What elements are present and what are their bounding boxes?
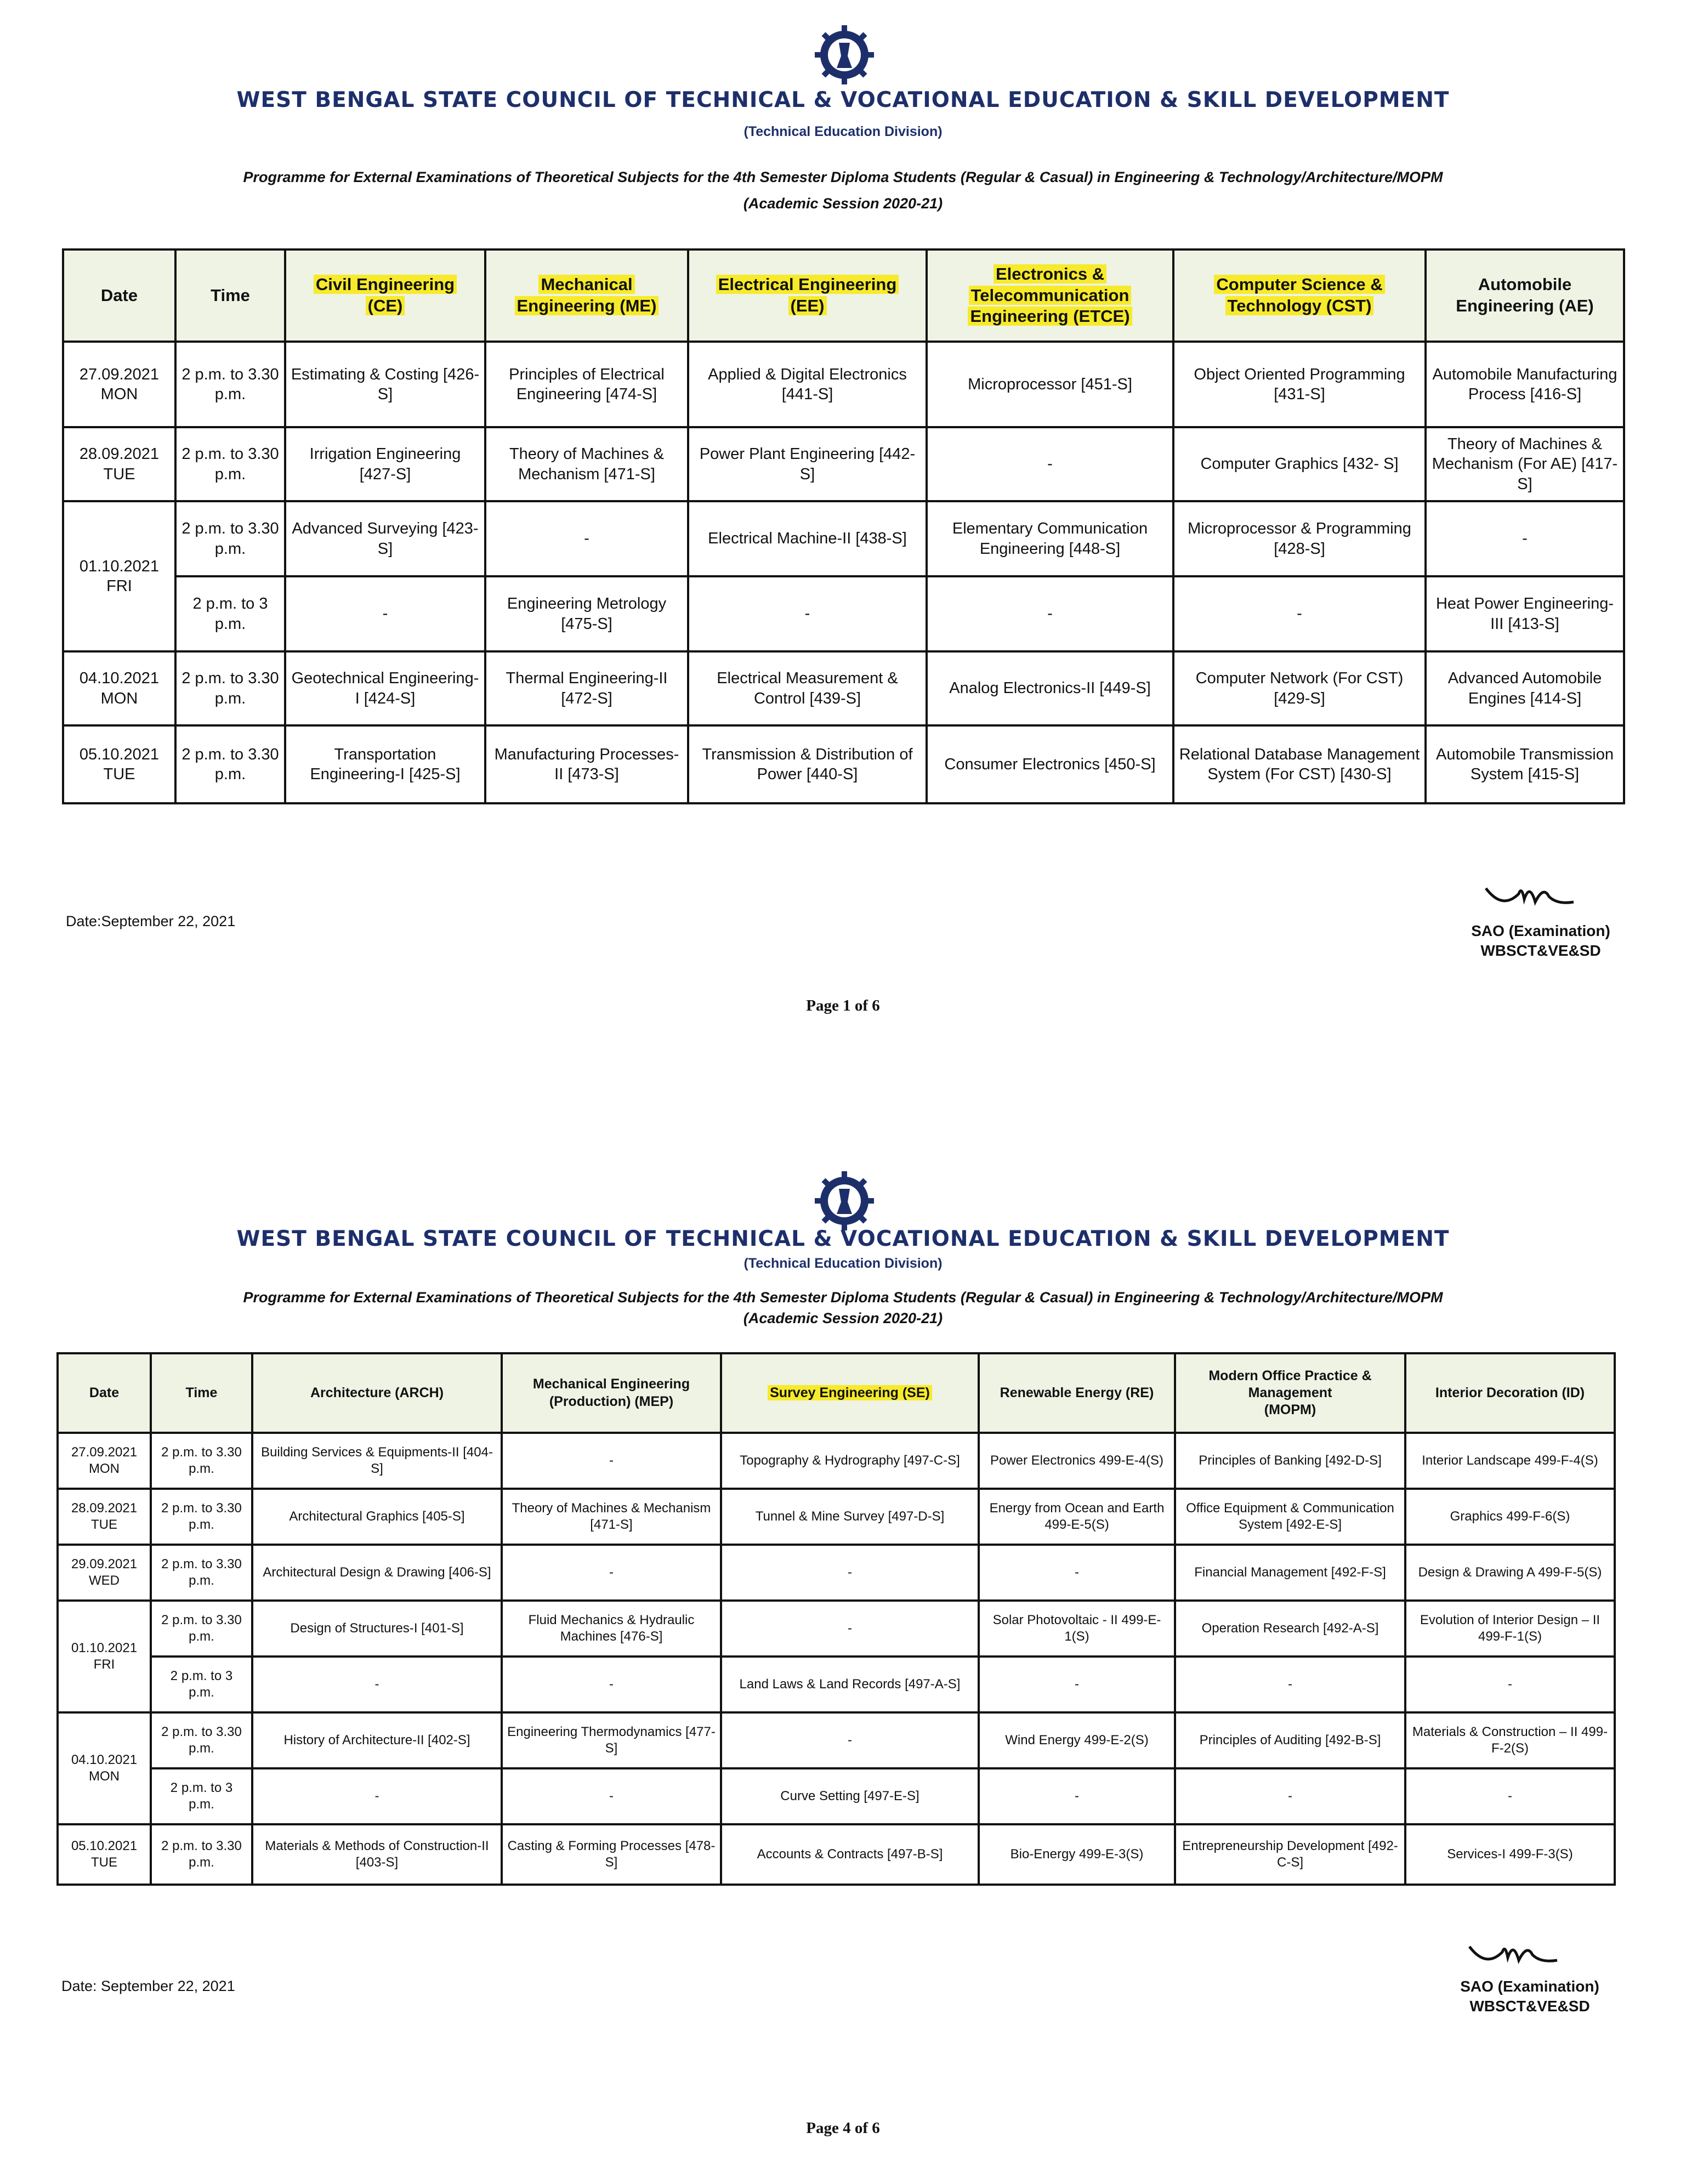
- time-cell: 2 p.m. to 3 p.m.: [175, 576, 285, 651]
- subject-cell: Relational Database Management System (For CST) [430-S]: [1173, 725, 1426, 803]
- subject-cell: -: [688, 576, 927, 651]
- session-label: (Academic Session 2020-21): [743, 1310, 943, 1326]
- subject-cell: Curve Setting [497-E-S]: [721, 1768, 979, 1824]
- subject-cell: -: [979, 1545, 1175, 1601]
- subject-cell: Principles of Banking [492-D-S]: [1175, 1433, 1405, 1489]
- subject-cell: Automobile Transmission System [415-S]: [1426, 725, 1624, 803]
- subject-cell: -: [502, 1545, 721, 1601]
- division-label: (Technical Education Division): [743, 124, 943, 139]
- header-cst: Computer Science & Technology (CST): [1173, 249, 1426, 342]
- subject-cell: Electrical Measurement & Control [439-S]: [688, 651, 927, 725]
- subject-cell: Thermal Engineering-II [472-S]: [485, 651, 688, 725]
- table-row: [63, 427, 1624, 501]
- subject-cell: Power Plant Engineering [442-S]: [688, 427, 927, 501]
- time-cell: 2 p.m. to 3.30 p.m.: [151, 1433, 252, 1489]
- time-cell: 2 p.m. to 3.30 p.m.: [151, 1545, 252, 1601]
- organization-title: WEST BENGAL STATE COUNCIL OF TECHNICAL & VOCATIONAL EDUCATION & SKILL DEVELOPMENT: [236, 88, 1450, 112]
- subject-cell: Theory of Machines & Mechanism (For AE) [417-S]: [1426, 427, 1624, 501]
- header-re: Renewable Energy (RE): [979, 1353, 1175, 1433]
- subject-cell: Office Equipment & Communication System [492-E-S]: [1175, 1489, 1405, 1545]
- table-row: [58, 1489, 1615, 1545]
- subject-cell: Materials & Methods of Construction-II [403-S]: [252, 1824, 502, 1885]
- subject-cell: Power Electronics 499-E-4(S): [979, 1433, 1175, 1489]
- subject-cell: Elementary Communication Engineering [448-S]: [927, 501, 1173, 576]
- date-cell: 01.10.2021 FRI: [63, 501, 175, 651]
- subject-cell: -: [502, 1768, 721, 1824]
- subject-cell: -: [252, 1657, 502, 1712]
- subject-cell: Fluid Mechanics & Hydraulic Machines [476-S]: [502, 1601, 721, 1657]
- header-etce: Electronics & Telecommunication Engineering (ETCE): [927, 249, 1173, 342]
- header-time: Time: [151, 1353, 252, 1433]
- subject-cell: -: [485, 501, 688, 576]
- time-cell: 2 p.m. to 3.30 p.m.: [175, 427, 285, 501]
- subject-cell: -: [927, 576, 1173, 651]
- subject-cell: -: [721, 1545, 979, 1601]
- table-row: [63, 342, 1624, 427]
- subject-cell: -: [721, 1601, 979, 1657]
- table-row: [58, 1545, 1615, 1601]
- signatory-block: [1458, 921, 1623, 961]
- subject-cell: Geotechnical Engineering-I [424-S]: [285, 651, 485, 725]
- page-number: Page 4 of 6: [806, 2119, 880, 2137]
- header-me: Mechanical Engineering (ME): [485, 249, 688, 342]
- subject-cell: Design of Structures-I [401-S]: [252, 1601, 502, 1657]
- exam-schedule-table-page-2: [56, 1352, 1616, 1886]
- subject-cell: Object Oriented Programming [431-S]: [1173, 342, 1426, 427]
- header-se: Survey Engineering (SE): [721, 1353, 979, 1433]
- signature-icon: [1480, 872, 1579, 916]
- signatory-org: WBSCT&VE&SD: [1480, 942, 1601, 960]
- date-cell: 28.09.2021 TUE: [58, 1489, 151, 1545]
- subject-cell: Automobile Manufacturing Process [416-S]: [1426, 342, 1624, 427]
- subject-cell: Irrigation Engineering [427-S]: [285, 427, 485, 501]
- subject-cell: -: [1426, 501, 1624, 576]
- table-row: [58, 1657, 1615, 1712]
- subject-cell: Computer Network (For CST) [429-S]: [1173, 651, 1426, 725]
- time-cell: 2 p.m. to 3.30 p.m.: [175, 725, 285, 803]
- header-date: Date: [63, 249, 175, 342]
- subject-cell: Microprocessor & Programming [428-S]: [1173, 501, 1426, 576]
- signatory-block: [1447, 1977, 1612, 2017]
- table-row: [58, 1601, 1615, 1657]
- signatory-title: SAO (Examination): [1460, 1978, 1599, 1995]
- subject-cell: Theory of Machines & Mechanism [471-S]: [502, 1489, 721, 1545]
- subject-cell: Principles of Auditing [492-B-S]: [1175, 1712, 1405, 1768]
- subject-cell: -: [1405, 1657, 1615, 1712]
- division-label: (Technical Education Division): [743, 1256, 943, 1271]
- subject-cell: Electrical Machine-II [438-S]: [688, 501, 927, 576]
- subject-cell: Applied & Digital Electronics [441-S]: [688, 342, 927, 427]
- subject-cell: Theory of Machines & Mechanism [471-S]: [485, 427, 688, 501]
- programme-title: Programme for External Examinations of Theoretical Subjects for the 4th Semester Diploma Students (Regular & Casual) in Engineering & Technology/Architecture/MOPM: [243, 169, 1443, 185]
- header-id: Interior Decoration (ID): [1405, 1353, 1615, 1433]
- time-cell: 2 p.m. to 3.30 p.m.: [151, 1601, 252, 1657]
- time-cell: 2 p.m. to 3.30 p.m.: [175, 501, 285, 576]
- subject-cell: Evolution of Interior Design – II 499-F-1(S): [1405, 1601, 1615, 1657]
- table-row: [58, 1433, 1615, 1489]
- subject-cell: Architectural Graphics [405-S]: [252, 1489, 502, 1545]
- subject-cell: Solar Photovoltaic - II 499-E-1(S): [979, 1601, 1175, 1657]
- subject-cell: Financial Management [492-F-S]: [1175, 1545, 1405, 1601]
- subject-cell: -: [979, 1768, 1175, 1824]
- subject-cell: Tunnel & Mine Survey [497-D-S]: [721, 1489, 979, 1545]
- programme-title: Programme for External Examinations of Theoretical Subjects for the 4th Semester Diploma Students (Regular & Casual) in Engineering & Technology/Architecture/MOPM: [243, 1289, 1443, 1306]
- table-row: [58, 1824, 1615, 1885]
- table-row: [58, 1712, 1615, 1768]
- table-header-row: [58, 1353, 1615, 1433]
- footer-date: Date:September 22, 2021: [66, 913, 236, 929]
- subject-cell: Energy from Ocean and Earth 499-E-5(S): [979, 1489, 1175, 1545]
- table-row: [63, 576, 1624, 651]
- subject-cell: -: [979, 1657, 1175, 1712]
- subject-cell: -: [502, 1433, 721, 1489]
- organization-title: WEST BENGAL STATE COUNCIL OF TECHNICAL & VOCATIONAL EDUCATION & SKILL DEVELOPMENT: [236, 1227, 1450, 1251]
- date-cell: 04.10.2021 MON: [58, 1712, 151, 1824]
- subject-cell: -: [721, 1712, 979, 1768]
- subject-cell: Building Services & Equipments-II [404-S]: [252, 1433, 502, 1489]
- date-cell: 05.10.2021 TUE: [63, 725, 175, 803]
- subject-cell: Services-I 499-F-3(S): [1405, 1824, 1615, 1885]
- time-cell: 2 p.m. to 3.30 p.m.: [151, 1712, 252, 1768]
- subject-cell: Advanced Automobile Engines [414-S]: [1426, 651, 1624, 725]
- time-cell: 2 p.m. to 3.30 p.m.: [151, 1824, 252, 1885]
- subject-cell: Topography & Hydrography [497-C-S]: [721, 1433, 979, 1489]
- subject-cell: Bio-Energy 499-E-3(S): [979, 1824, 1175, 1885]
- subject-cell: Principles of Electrical Engineering [474-S]: [485, 342, 688, 427]
- page-number: Page 1 of 6: [806, 997, 880, 1014]
- subject-cell: Engineering Thermodynamics [477-S]: [502, 1712, 721, 1768]
- subject-cell: Casting & Forming Processes [478-S]: [502, 1824, 721, 1885]
- table-header-row: [63, 249, 1624, 342]
- footer-date: Date: September 22, 2021: [61, 1978, 235, 1994]
- header-ae: Automobile Engineering (AE): [1426, 249, 1624, 342]
- subject-cell: Engineering Metrology [475-S]: [485, 576, 688, 651]
- subject-cell: Heat Power Engineering-III [413-S]: [1426, 576, 1624, 651]
- subject-cell: -: [1173, 576, 1426, 651]
- subject-cell: -: [1175, 1657, 1405, 1712]
- subject-cell: Graphics 499-F-6(S): [1405, 1489, 1615, 1545]
- page-1: [0, 0, 1686, 1086]
- subject-cell: -: [285, 576, 485, 651]
- date-cell: 29.09.2021 WED: [58, 1545, 151, 1601]
- date-cell: 27.09.2021 MON: [63, 342, 175, 427]
- date-cell: 27.09.2021 MON: [58, 1433, 151, 1489]
- subject-cell: Wind Energy 499-E-2(S): [979, 1712, 1175, 1768]
- council-logo-icon: [811, 22, 877, 88]
- signatory-org: WBSCT&VE&SD: [1469, 1998, 1590, 2015]
- date-cell: 28.09.2021 TUE: [63, 427, 175, 501]
- header-ce: Civil Engineering (CE): [285, 249, 485, 342]
- header-mep: Mechanical Engineering (Production) (MEP): [502, 1353, 721, 1433]
- subject-cell: -: [502, 1657, 721, 1712]
- subject-cell: Operation Research [492-A-S]: [1175, 1601, 1405, 1657]
- subject-cell: Analog Electronics-II [449-S]: [927, 651, 1173, 725]
- subject-cell: Transportation Engineering-I [425-S]: [285, 725, 485, 803]
- header-arch: Architecture (ARCH): [252, 1353, 502, 1433]
- subject-cell: Materials & Construction – II 499-F-2(S): [1405, 1712, 1615, 1768]
- time-cell: 2 p.m. to 3 p.m.: [151, 1768, 252, 1824]
- header-ee: Electrical Engineering (EE): [688, 249, 927, 342]
- table-row: [63, 501, 1624, 576]
- subject-cell: -: [252, 1768, 502, 1824]
- subject-cell: Microprocessor [451-S]: [927, 342, 1173, 427]
- header-time: Time: [175, 249, 285, 342]
- subject-cell: Interior Landscape 499-F-4(S): [1405, 1433, 1615, 1489]
- exam-schedule-table-page-1: [62, 248, 1625, 804]
- table-row: [58, 1768, 1615, 1824]
- time-cell: 2 p.m. to 3.30 p.m.: [151, 1489, 252, 1545]
- council-logo-icon: [811, 1168, 877, 1234]
- time-cell: 2 p.m. to 3 p.m.: [151, 1657, 252, 1712]
- time-cell: 2 p.m. to 3.30 p.m.: [175, 342, 285, 427]
- page-2: [0, 1143, 1686, 2184]
- session-label: (Academic Session 2020-21): [743, 195, 943, 212]
- subject-cell: Manufacturing Processes-II [473-S]: [485, 725, 688, 803]
- subject-cell: Advanced Surveying [423-S]: [285, 501, 485, 576]
- subject-cell: Computer Graphics [432- S]: [1173, 427, 1426, 501]
- subject-cell: History of Architecture-II [402-S]: [252, 1712, 502, 1768]
- subject-cell: Transmission & Distribution of Power [440-S]: [688, 725, 927, 803]
- signatory-title: SAO (Examination): [1471, 922, 1610, 939]
- header-date: Date: [58, 1353, 151, 1433]
- subject-cell: Design & Drawing A 499-F-5(S): [1405, 1545, 1615, 1601]
- subject-cell: Estimating & Costing [426-S]: [285, 342, 485, 427]
- subject-cell: Land Laws & Land Records [497-A-S]: [721, 1657, 979, 1712]
- table-row: [63, 725, 1624, 803]
- subject-cell: Consumer Electronics [450-S]: [927, 725, 1173, 803]
- date-cell: 05.10.2021 TUE: [58, 1824, 151, 1885]
- subject-cell: -: [927, 427, 1173, 501]
- date-cell: 01.10.2021 FRI: [58, 1601, 151, 1712]
- subject-cell: Accounts & Contracts [497-B-S]: [721, 1824, 979, 1885]
- signature-icon: [1464, 1930, 1563, 1974]
- subject-cell: -: [1175, 1768, 1405, 1824]
- subject-cell: -: [1405, 1768, 1615, 1824]
- subject-cell: Entrepreneurship Development [492-C-S]: [1175, 1824, 1405, 1885]
- subject-cell: Architectural Design & Drawing [406-S]: [252, 1545, 502, 1601]
- table-row: [63, 651, 1624, 725]
- date-cell: 04.10.2021 MON: [63, 651, 175, 725]
- header-mopm: Modern Office Practice & Management (MOPM): [1175, 1353, 1405, 1433]
- time-cell: 2 p.m. to 3.30 p.m.: [175, 651, 285, 725]
